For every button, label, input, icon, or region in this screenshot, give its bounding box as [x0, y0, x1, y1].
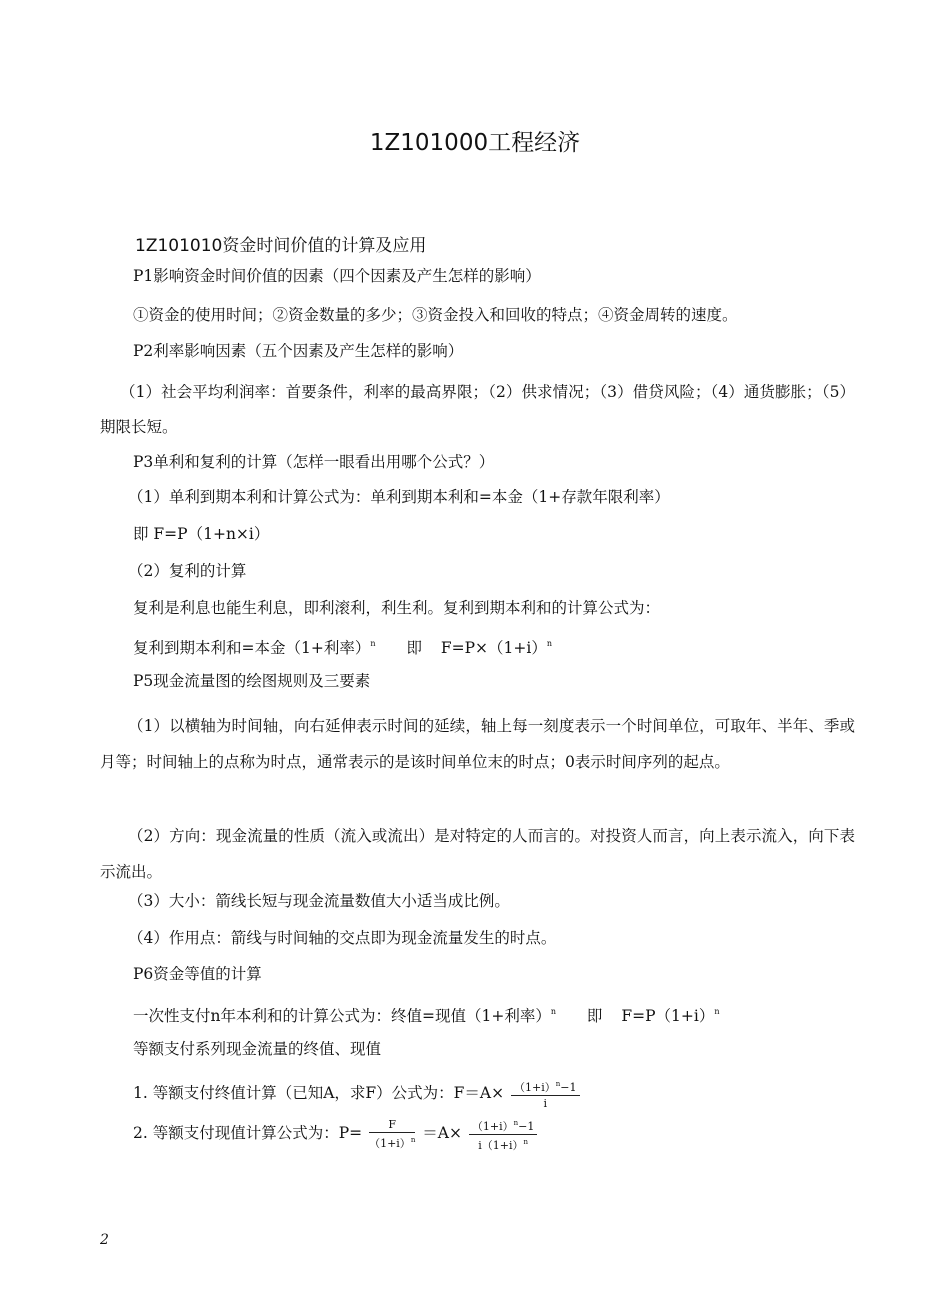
annuity-pv-f2-den-exp: n [523, 1137, 529, 1146]
compound-right-exp: n [546, 639, 553, 648]
annuity-pv-f2-num-exp: n [513, 1118, 519, 1127]
lump-sum-formula [133, 1002, 720, 1026]
annuity-fv-label: 1. 等额支付终值计算（已知A，求F）公式为：F＝A× [133, 1084, 505, 1102]
p5-rule-3: （3）大小：箭线长短与现金流量数值大小适当成比例。 [128, 892, 510, 910]
p2-heading: P2利率影响因素（五个因素及产生怎样的影响） [133, 342, 464, 360]
compound-formula-right: F=P×（1+i） [440, 639, 547, 657]
p5-heading: P5现金流量图的绘图规则及三要素 [133, 672, 371, 690]
annuity-fv-den: i [543, 1097, 548, 1110]
annuity-fv-formula [133, 1076, 582, 1110]
annuity-pv-mid: ＝A× [422, 1124, 462, 1142]
compound-formula-left: 复利到期本利和=本金（1+利率） [133, 639, 371, 657]
simple-interest-formula: 即 F=P（1+n×i） [133, 525, 270, 543]
lump-sum-mid: 即 [586, 1007, 603, 1025]
annuity-pv-f2-den: i（1+i） [478, 1138, 524, 1152]
p6-heading: P6资金等值的计算 [133, 965, 262, 983]
compound-desc: 复利是利息也能生利息，即利滚利，利生利。复利到期本利和的计算公式为： [133, 599, 661, 617]
page-title: 1Z101000工程经济 [369, 130, 581, 156]
annuity-pv-f1-den-exp: n [410, 1136, 416, 1144]
page-number: 2 [100, 1232, 109, 1248]
annuity-pv-f1-den: （1+i） [369, 1137, 411, 1150]
annuity-pv-fraction-1 [369, 1118, 415, 1150]
p5-rule-1: （1）以横轴为时间轴，向右延伸表示时间的延续，轴上每一刻度表示一个时间单位，可取年、半年、季或月等；时间轴上的点称为时点，通常表示的是该时间单位末的时点；0表示时间序列的起点。 [100, 717, 855, 771]
compound-exp: n [370, 639, 376, 648]
compound-heading: （2）复利的计算 [128, 562, 247, 580]
p1-heading: P1影响资金时间价值的因素（四个因素及产生怎样的影响） [133, 267, 541, 285]
annuity-heading: 等额支付系列现金流量的终值、现值 [133, 1040, 382, 1058]
compound-formula [133, 634, 552, 658]
lump-sum-right: F=P（1+i） [621, 1007, 715, 1025]
simple-interest-desc: （1）单利到期本利和计算公式为：单利到期本利和=本金（1+存款年限利率） [128, 488, 670, 506]
annuity-pv-fraction-2 [469, 1117, 537, 1152]
p5-rule-2: （2）方向：现金流量的性质（流入或流出）是对特定的人而言的。对投资人而言，向上表示流入，向下表示流出。 [100, 827, 855, 881]
lump-sum-right-exp: n [714, 1007, 720, 1016]
p5-rule-4: （4）作用点：箭线与时间轴的交点即为现金流量发生的时点。 [128, 929, 557, 947]
annuity-fv-num-exp: n [555, 1080, 561, 1088]
p2-factors: （1）社会平均利润率：首要条件，利率的最高界限；（2）供求情况；（3）借贷风险；（4）通货膨胀；（5）期限长短。 [100, 383, 855, 436]
annuity-fv-num: （1+i） [514, 1081, 556, 1094]
annuity-fv-num-tail: −1 [560, 1081, 577, 1094]
annuity-fv-fraction [511, 1078, 579, 1110]
annuity-pv-f2-num-tail: −1 [518, 1119, 535, 1133]
annuity-pv-formula [133, 1116, 539, 1152]
section-heading: 1Z101010资金时间价值的计算及应用 [135, 236, 427, 256]
p1-factors: ①资金的使用时间；②资金数量的多少；③资金投入和回收的特点；④资金周转的速度。 [133, 306, 738, 324]
annuity-pv-label: 2. 等额支付现值计算公式为：P= [133, 1124, 363, 1142]
annuity-pv-f2-num: （1+i） [471, 1119, 514, 1133]
compound-formula-mid: 即 [406, 639, 422, 657]
annuity-pv-f1-num: F [369, 1118, 415, 1133]
lump-sum-left: 一次性支付n年本利和的计算公式为：终值=现值（1+利率） [133, 1007, 551, 1025]
lump-sum-exp: n [550, 1007, 556, 1016]
p3-heading: P3单利和复利的计算（怎样一眼看出用哪个公式？） [133, 453, 495, 471]
